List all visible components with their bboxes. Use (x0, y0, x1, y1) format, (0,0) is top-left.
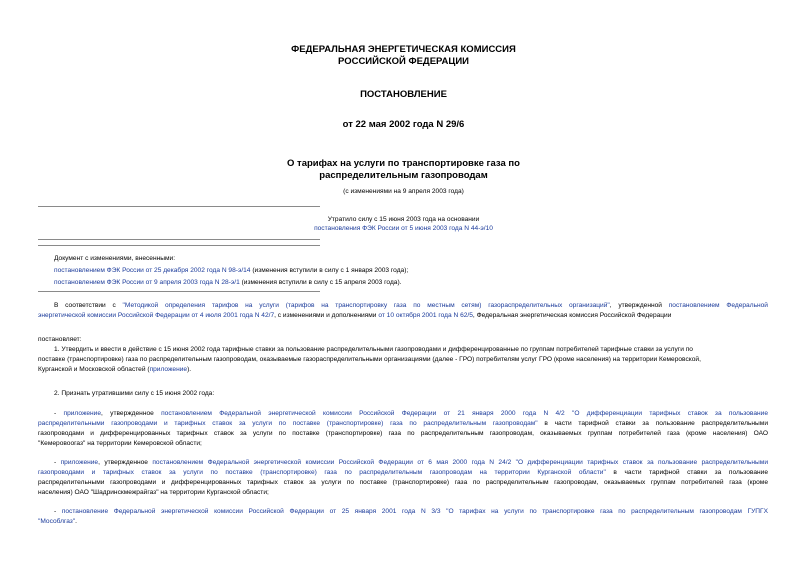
document-title-line-2: распределительным газопроводам (319, 170, 488, 181)
text-line: распределительными газопроводами и тарифных ставок за услуги по поставке (транспортировке) газа по распределительным газопроводам" в части тарифной ставки за пользование распределительными (38, 419, 768, 427)
changes-item-link[interactable]: постановлением ФЭК России от 9 апреля 2003 года N 28-э/1 (54, 279, 240, 286)
text-line: населения) ОАО "Шадринскмежрайгаз" на территории Курганской области; (38, 488, 269, 496)
repealed-item-3 (38, 507, 768, 527)
resolution-link[interactable]: постановлением Федеральной (668, 302, 768, 309)
item-2-paragraph: 2. Признать утратившими силу с 15 июня 2002 года: (54, 390, 215, 397)
changes-item (54, 265, 754, 277)
changes-intro: Документ с изменениями, внесенными: (54, 255, 176, 262)
organization-name (0, 44, 807, 68)
text-line: поставке (транспортировке) газа по распределительным газопроводам, оказываемые газораспределительными организациями (далее - ГРО) потребителям услуг ГРО (кроме населения) на территории Кемеровской, (38, 355, 701, 363)
document-title-line-1: О тарифах на услуги по транспортировке газа по (287, 158, 520, 169)
text-line: В соответствии с "Методикой определения тарифов на услуги (тарифов на транспортировку газа по местным сетям) газораспределительных организаций", утвержденной постановлением Федеральной (54, 302, 768, 309)
divider (38, 239, 320, 240)
text-line: газопроводами и дифференцированных тарифных ставок за услуги по поставке (транспортировке) газа по распределительным газопроводам, оказываемых группам потребителей газа (кроме населения) ОАО (38, 429, 768, 437)
changes-block (54, 253, 754, 289)
divider (38, 245, 320, 246)
resolution-link[interactable]: распределительными газопроводами и тарифных ставок за услуги по поставке (транспортировке) газа по распределительным газопроводам" (38, 419, 538, 427)
expiry-note (0, 215, 807, 233)
expiry-line: Утратило силу с 15 июня 2003 года на основании (327, 216, 480, 223)
text-line: газопроводами и тарифных ставок за услуги по поставке (транспортировке) газа по распределительным газопроводам на территории Курганской области" в части тарифной ставки за пользование (38, 468, 768, 476)
document-date-number: от 22 мая 2002 года N 29/6 (342, 119, 465, 130)
amendment-note: (с изменениями на 9 апреля 2003 года) (343, 188, 464, 195)
organization-line-1: ФЕДЕРАЛЬНАЯ ЭНЕРГЕТИЧЕСКАЯ КОМИССИЯ (291, 44, 516, 55)
divider (38, 291, 320, 292)
methodology-link[interactable]: "Методикой определения тарифов на услуги (тарифов на транспортировку газа по местным сетям) газораспределительных организаций" (122, 302, 610, 309)
resolution-link[interactable]: постановление Федеральной энергетической комиссии Российской Федерации от 25 января 2001 года N 3/3 "О тарифах на услуги по транспортировке газа по распределительным газопроводам ГУПГХ (61, 508, 768, 515)
appendix-link[interactable]: приложение (63, 410, 102, 417)
text-line: "Кемеровоогаз" на территории Кемеровской области; (38, 439, 202, 447)
appendix-link[interactable]: приложение (60, 459, 99, 466)
decree-word: постановляет: (38, 336, 82, 343)
resolution-link[interactable]: постановлением Федеральной энергетической комиссии Российской Федерации от 21 января 2000 года N 4/2 "О дифференциации тарифных ставок за пользование (161, 410, 769, 417)
text-line: - приложение, утвержденное постановлением Федеральной энергетической комиссии Российской Федерации от 21 января 2000 года N 4/2 "О дифференциации тарифных ставок за пользование (54, 410, 769, 417)
amendment-link[interactable]: от 10 октября 2001 года N 62/5 (378, 311, 473, 319)
changes-item-text: (изменения вступили в силу с 15 апреля 2003 года). (239, 279, 402, 286)
resolution-link[interactable]: постановлением Федеральной энергетической комиссии Российской Федерации от 6 мая 2000 года N 24/2 "О дифференциации тарифных ставок за пользование распределительными (152, 459, 768, 466)
text-line: энергетической комиссии Российской Федерации от 4 июля 2001 года N 42/7, с изменениями и дополнениями от 10 октября 2001 года N 62/5, Федеральная энергетическая комиссия Российской Федерации (38, 311, 672, 319)
document-type: ПОСТАНОВЛЕНИЕ (360, 89, 447, 100)
item-1-paragraph (38, 345, 768, 375)
resolution-link[interactable]: газопроводами и тарифных ставок за услуги по поставке (транспортировке) газа по распределительным газопроводам на территории Курганской области" (38, 468, 606, 476)
text-line: "Мособлгаз". (38, 517, 78, 525)
text-line: - приложение, утвержденное постановлением Федеральной энергетической комиссии Российской Федерации от 6 мая 2000 года N 24/2 "О дифференциации тарифных ставок за пользование распределительными (54, 459, 768, 466)
repealed-item-1 (38, 409, 768, 449)
document-title (0, 158, 807, 182)
text-line: Курганской и Московской областей (приложение). (38, 365, 192, 373)
repealed-item-2 (38, 458, 768, 498)
changes-item (54, 277, 754, 289)
expiry-link[interactable]: постановления ФЭК России от 5 июня 2003 года N 44-э/10 (314, 225, 493, 232)
changes-item-link[interactable]: постановлением ФЭК России от 25 декабря 2002 года N 98-э/14 (54, 267, 251, 274)
text-line: 1. Утвердить и ввести в действие с 15 июня 2002 года тарифные ставки за пользование распределительными газопроводами и дифференцированные по группам потребителей тарифные ставки за услуги по (54, 346, 693, 353)
resolution-link[interactable]: энергетической комиссии Российской Федерации от 4 июля 2001 года N 42/7 (38, 311, 275, 319)
preamble-paragraph (38, 301, 768, 321)
organization-line-2: РОССИЙСКОЙ ФЕДЕРАЦИИ (337, 56, 469, 67)
resolution-link[interactable]: "Мособлгаз" (38, 517, 76, 525)
text-line: - постановление Федеральной энергетической комиссии Российской Федерации от 25 января 2001 года N 3/3 "О тарифах на услуги по транспортировке газа по распределительным газопроводам ГУПГХ (54, 508, 768, 515)
divider (38, 206, 320, 207)
appendix-link[interactable]: приложение (149, 365, 188, 373)
changes-item-text: (изменения вступили в силу с 1 января 2003 года); (250, 267, 409, 274)
text-line: распределительными газопроводами и дифференцированных тарифных ставок за услуги по поставке (транспортировке) газа по распределительным газопроводам, оказываемых группам потребителей газа (кроме (38, 478, 768, 486)
